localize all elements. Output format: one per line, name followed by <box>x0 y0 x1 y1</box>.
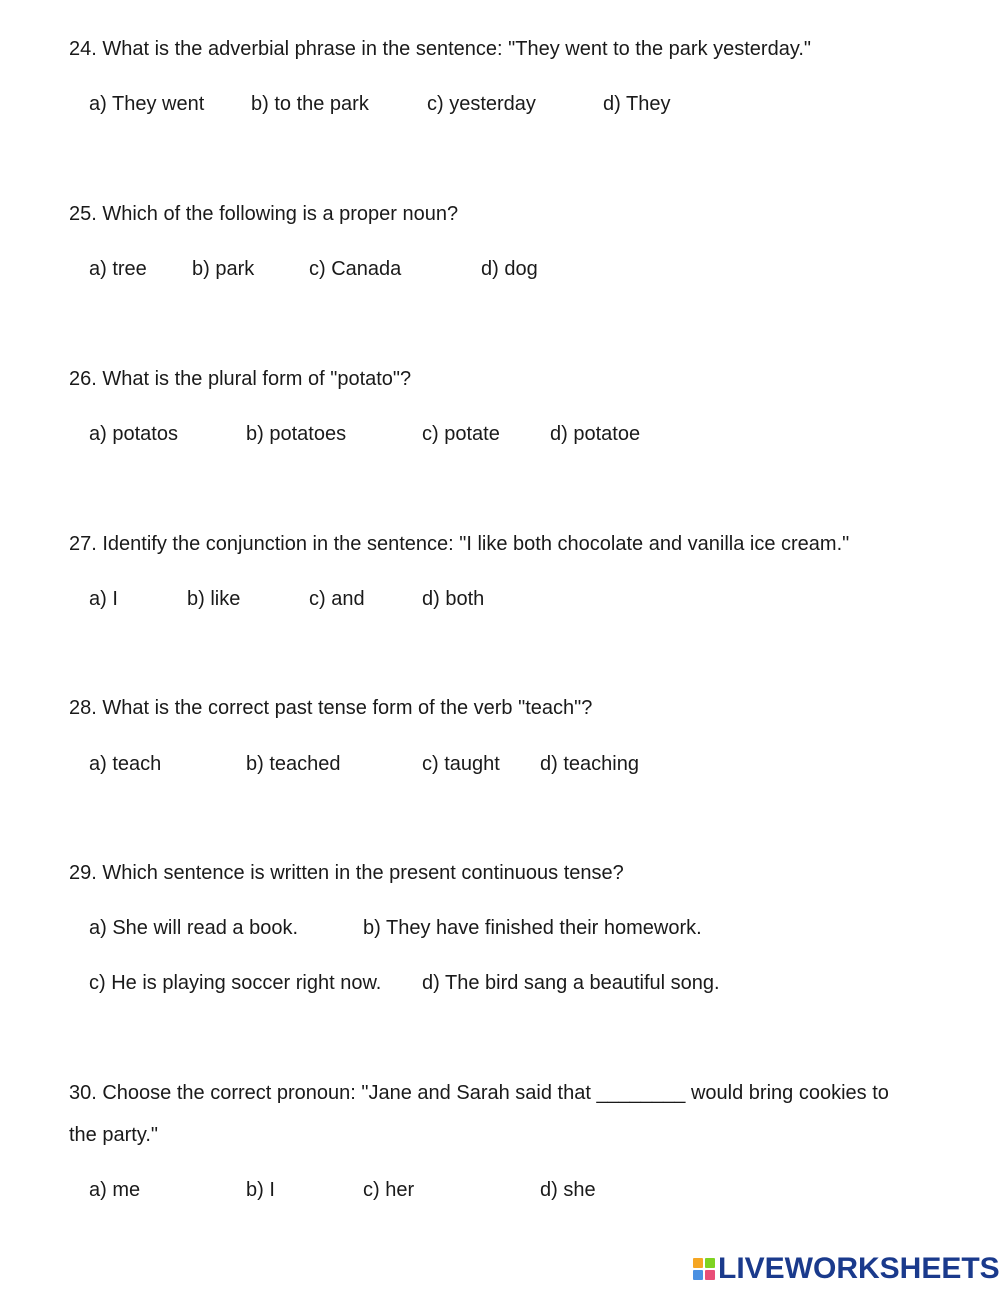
question-24-option-d[interactable]: d) They <box>603 93 671 115</box>
question-26-option-b[interactable]: b) potatoes <box>246 423 347 445</box>
liveworksheets-logo-text: LIVEWORKSHEETS <box>718 1252 1000 1285</box>
question-30-option-c[interactable]: c) her <box>363 1179 415 1201</box>
question-29-prompt: 29. Which sentence is written in the present continuous tense? <box>69 862 624 884</box>
question-26-option-a[interactable]: a) potatos <box>89 423 178 445</box>
question-25-prompt: 25. Which of the following is a proper noun? <box>69 203 459 225</box>
question-28-option-c[interactable]: c) taught <box>422 753 500 775</box>
logo-square-pink <box>705 1270 715 1280</box>
question-26-option-c[interactable]: c) potate <box>422 423 500 445</box>
question-30-option-d[interactable]: d) she <box>540 1179 596 1201</box>
question-27-prompt: 27. Identify the conjunction in the sentence: "I like both chocolate and vanilla ice cream." <box>69 533 850 555</box>
question-24-prompt: 24. What is the adverbial phrase in the sentence: "They went to the park yesterday." <box>69 38 812 60</box>
liveworksheets-logo-icon <box>693 1258 715 1280</box>
question-25-option-c[interactable]: c) Canada <box>309 258 402 280</box>
question-30-prompt-line1: 30. Choose the correct pronoun: "Jane and Sarah said that ________ would bring cookies to <box>69 1082 889 1104</box>
question-30-prompt-line2: the party." <box>69 1124 158 1146</box>
question-29-option-d[interactable]: d) The bird sang a beautiful song. <box>422 972 720 994</box>
question-26-prompt: 26. What is the plural form of "potato"? <box>69 368 412 390</box>
question-24-option-b[interactable]: b) to the park <box>251 93 369 115</box>
question-24-option-a[interactable]: a) They went <box>89 93 205 115</box>
question-28-option-b[interactable]: b) teached <box>246 753 341 775</box>
question-25-option-a[interactable]: a) tree <box>89 258 147 280</box>
question-25-option-b[interactable]: b) park <box>192 258 255 280</box>
question-30-option-a[interactable]: a) me <box>89 1179 141 1201</box>
question-27-option-b[interactable]: b) like <box>187 588 241 610</box>
question-25-option-d[interactable]: d) dog <box>481 258 538 280</box>
question-28-option-d[interactable]: d) teaching <box>540 753 639 775</box>
question-24-option-c[interactable]: c) yesterday <box>427 93 536 115</box>
question-26-option-d[interactable]: d) potatoe <box>550 423 641 445</box>
logo-square-orange <box>693 1258 703 1268</box>
question-29-option-a[interactable]: a) She will read a book. <box>89 917 299 939</box>
logo-square-green <box>705 1258 715 1268</box>
question-28-prompt: 28. What is the correct past tense form of the verb "teach"? <box>69 697 593 719</box>
liveworksheets-logo <box>693 1252 1000 1286</box>
question-30-option-b[interactable]: b) I <box>246 1179 275 1201</box>
question-27-option-a[interactable]: a) I <box>89 588 118 610</box>
question-29-option-b[interactable]: b) They have finished their homework. <box>363 917 702 939</box>
question-29-option-c[interactable]: c) He is playing soccer right now. <box>89 972 382 994</box>
question-27-option-c[interactable]: c) and <box>309 588 365 610</box>
logo-square-blue <box>693 1270 703 1280</box>
question-28-option-a[interactable]: a) teach <box>89 753 162 775</box>
question-27-option-d[interactable]: d) both <box>422 588 485 610</box>
